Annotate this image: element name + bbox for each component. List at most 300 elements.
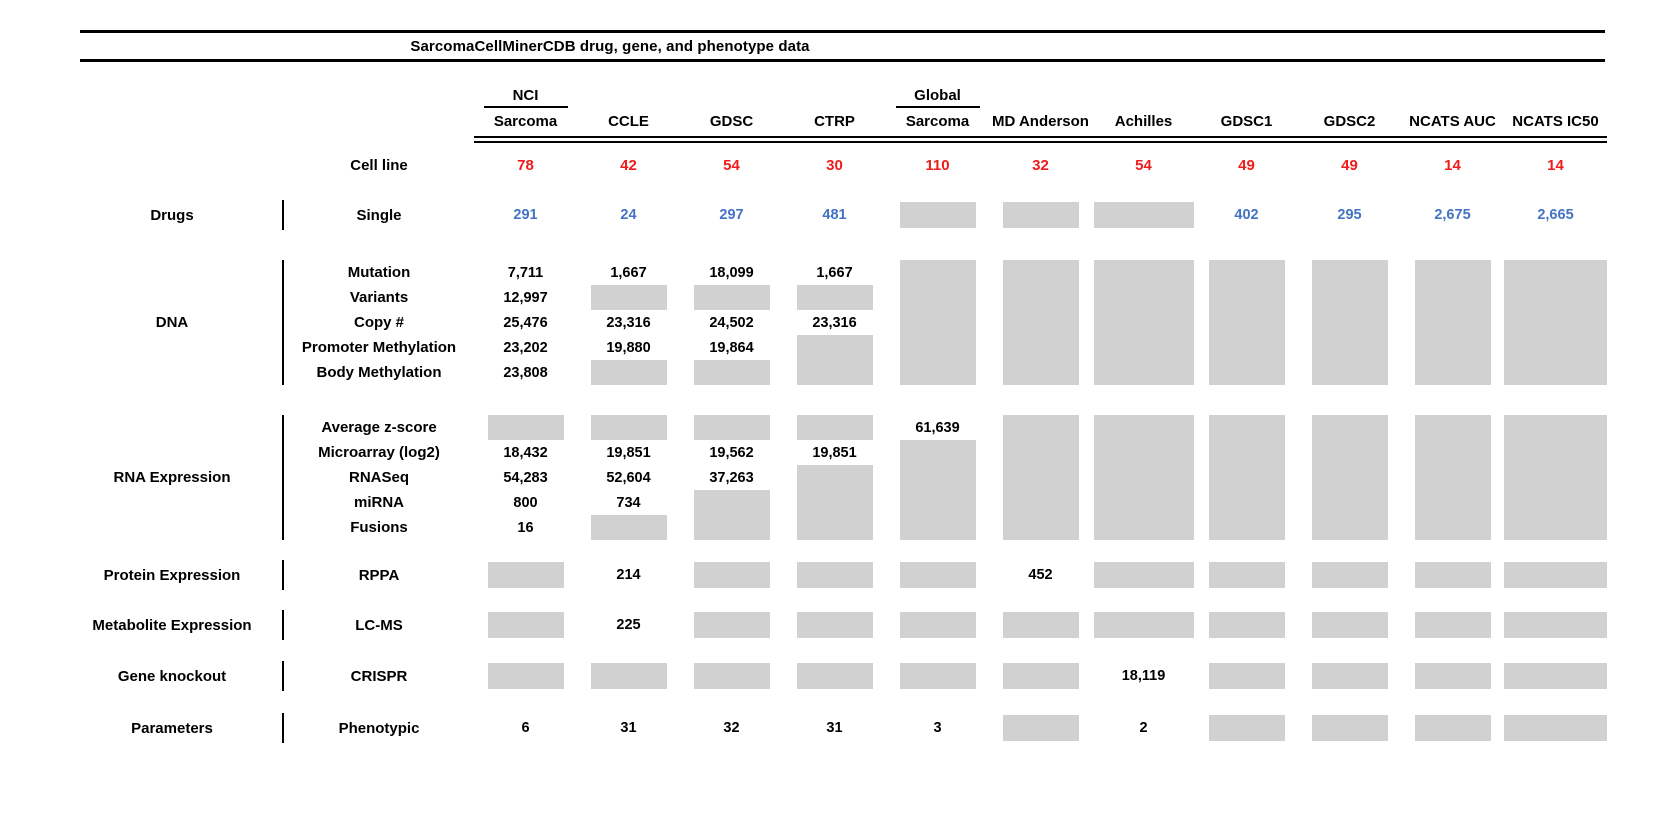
data-cell xyxy=(1195,200,1298,230)
data-cell xyxy=(989,360,1092,385)
no-data-box xyxy=(1209,490,1285,515)
no-data-box xyxy=(1415,663,1491,689)
no-data-box xyxy=(694,612,770,638)
data-cell xyxy=(1092,713,1195,743)
no-data-box xyxy=(1209,515,1285,540)
no-data-box xyxy=(1415,562,1491,588)
no-data-box xyxy=(1504,515,1607,540)
no-data-box xyxy=(900,360,976,385)
data-value: 19,880 xyxy=(606,339,651,356)
no-data-box xyxy=(797,285,873,310)
data-cell xyxy=(1195,310,1298,335)
data-value: 452 xyxy=(1028,567,1053,583)
row-label: miRNA xyxy=(353,494,404,511)
data-cell xyxy=(1195,515,1298,540)
data-cell xyxy=(886,713,989,743)
no-data-box xyxy=(694,562,770,588)
row-label: Fusions xyxy=(350,519,408,536)
figure-root xyxy=(0,30,1669,830)
no-data-box xyxy=(488,415,564,440)
data-cell xyxy=(989,285,1092,310)
data-cell xyxy=(1401,490,1504,515)
data-cell xyxy=(1504,515,1607,540)
data-value: 23,316 xyxy=(812,314,857,331)
data-cell xyxy=(474,310,577,335)
data-cell xyxy=(474,490,577,515)
no-data-box xyxy=(1504,285,1607,310)
no-data-box xyxy=(1312,360,1388,385)
table-row xyxy=(284,610,1607,640)
no-data-box xyxy=(1094,440,1194,465)
row-label: Promoter Methylation xyxy=(301,339,457,356)
data-cell xyxy=(474,610,577,640)
data-cell xyxy=(783,465,886,490)
data-cell xyxy=(1401,440,1504,465)
no-data-box xyxy=(488,612,564,638)
no-data-box xyxy=(1003,310,1079,335)
no-data-box xyxy=(1003,260,1079,285)
data-value: 2,665 xyxy=(1537,207,1574,223)
no-data-box xyxy=(694,515,770,540)
no-data-box xyxy=(1209,440,1285,465)
data-value: 1,667 xyxy=(816,264,853,281)
data-cell xyxy=(1504,360,1607,385)
data-cell xyxy=(1298,310,1401,335)
data-cell xyxy=(577,360,680,385)
data-value: 3 xyxy=(933,720,942,736)
no-data-box xyxy=(1312,335,1388,360)
data-cell xyxy=(1092,360,1195,385)
section-rows xyxy=(284,200,1607,230)
data-value: 24,502 xyxy=(709,314,754,331)
column-group-cell xyxy=(886,87,989,108)
data-value: 19,851 xyxy=(606,444,651,461)
cell-line-count: 30 xyxy=(826,156,843,174)
data-cell xyxy=(1298,610,1401,640)
no-data-box xyxy=(797,415,873,440)
data-cell xyxy=(1504,285,1607,310)
no-data-box xyxy=(900,490,976,515)
section-rows xyxy=(284,560,1607,590)
data-cell xyxy=(1401,661,1504,691)
row-label: Mutation xyxy=(347,264,411,281)
no-data-box xyxy=(1504,310,1607,335)
no-data-box xyxy=(1003,612,1079,638)
no-data-box xyxy=(1209,260,1285,285)
data-cell xyxy=(989,560,1092,590)
data-cell xyxy=(474,515,577,540)
data-cell xyxy=(1092,465,1195,490)
section-category-label: RNA Expression xyxy=(62,415,284,540)
data-cell xyxy=(886,661,989,691)
no-data-box xyxy=(1415,335,1491,360)
data-cell xyxy=(474,335,577,360)
table-row xyxy=(284,335,1607,360)
data-cell xyxy=(474,360,577,385)
column-header: Sarcoma xyxy=(905,112,970,130)
data-cell xyxy=(577,661,680,691)
data-cell xyxy=(886,610,989,640)
data-cell xyxy=(680,440,783,465)
data-cell xyxy=(1092,415,1195,440)
data-cell xyxy=(680,560,783,590)
data-cell xyxy=(886,260,989,285)
data-value: 52,604 xyxy=(606,469,651,486)
no-data-box xyxy=(1312,515,1388,540)
table-row xyxy=(284,285,1607,310)
data-sections xyxy=(0,200,1669,743)
section-category-label: Metabolite Expression xyxy=(62,610,284,640)
data-cell xyxy=(680,490,783,515)
no-data-box xyxy=(694,415,770,440)
table-row xyxy=(284,713,1607,743)
data-cell xyxy=(989,465,1092,490)
data-cell xyxy=(1195,285,1298,310)
data-cell xyxy=(577,440,680,465)
row-label: LC-MS xyxy=(355,616,403,634)
data-value: 7,711 xyxy=(507,264,544,281)
data-cell xyxy=(1298,440,1401,465)
no-data-box xyxy=(591,515,667,540)
data-cell xyxy=(1504,465,1607,490)
cell-line-count: 110 xyxy=(925,156,950,174)
data-cell xyxy=(1504,310,1607,335)
data-cell xyxy=(1504,260,1607,285)
no-data-box xyxy=(1415,715,1491,741)
row-label: Body Methylation xyxy=(316,364,442,381)
data-cell xyxy=(680,335,783,360)
data-value: 800 xyxy=(513,494,538,511)
data-cell xyxy=(989,200,1092,230)
data-cell xyxy=(1504,335,1607,360)
data-value: 19,864 xyxy=(709,339,754,356)
no-data-box xyxy=(1003,715,1079,741)
no-data-box xyxy=(1209,415,1285,440)
cell-line-count: 54 xyxy=(1135,156,1152,174)
data-cell xyxy=(474,285,577,310)
data-cell xyxy=(1504,440,1607,465)
data-cell xyxy=(577,285,680,310)
data-cell xyxy=(783,661,886,691)
no-data-box xyxy=(1094,562,1194,588)
no-data-box xyxy=(1094,490,1194,515)
data-cell xyxy=(1401,200,1504,230)
cell-line-count: 14 xyxy=(1547,156,1564,174)
data-cell xyxy=(1092,200,1195,230)
data-cell xyxy=(886,335,989,360)
column-group-label: Global xyxy=(896,87,980,108)
no-data-box xyxy=(1209,335,1285,360)
no-data-box xyxy=(797,360,873,385)
data-cell xyxy=(1092,335,1195,360)
no-data-box xyxy=(1504,415,1607,440)
section xyxy=(62,200,1669,230)
no-data-box xyxy=(694,490,770,515)
data-cell xyxy=(1401,260,1504,285)
data-cell xyxy=(989,260,1092,285)
table-row xyxy=(284,560,1607,590)
data-cell xyxy=(783,560,886,590)
data-cell xyxy=(1298,465,1401,490)
no-data-box xyxy=(797,335,873,360)
section-category-label: Gene knockout xyxy=(62,661,284,691)
data-cell xyxy=(783,260,886,285)
data-cell xyxy=(989,335,1092,360)
no-data-box xyxy=(1094,202,1194,228)
no-data-box xyxy=(1312,663,1388,689)
section-rows xyxy=(284,260,1607,385)
no-data-box xyxy=(1312,612,1388,638)
data-value: 481 xyxy=(822,207,847,223)
data-cell xyxy=(1401,610,1504,640)
data-value: 291 xyxy=(513,207,538,223)
no-data-box xyxy=(694,663,770,689)
no-data-box xyxy=(1504,335,1607,360)
data-cell xyxy=(1298,200,1401,230)
data-cell xyxy=(1298,490,1401,515)
data-value: 297 xyxy=(719,207,744,223)
no-data-box xyxy=(1312,310,1388,335)
data-cell xyxy=(989,415,1092,440)
data-cell xyxy=(886,285,989,310)
no-data-box xyxy=(797,465,873,490)
no-data-box xyxy=(1312,490,1388,515)
data-cell xyxy=(1401,713,1504,743)
no-data-box xyxy=(1504,612,1607,638)
no-data-box xyxy=(591,663,667,689)
data-cell xyxy=(1092,661,1195,691)
no-data-box xyxy=(1415,465,1491,490)
no-data-box xyxy=(1094,310,1194,335)
data-cell xyxy=(886,200,989,230)
section xyxy=(62,713,1669,743)
data-value: 16 xyxy=(517,519,534,536)
column-header: GDSC xyxy=(709,112,754,130)
data-cell xyxy=(474,661,577,691)
row-label: RNASeq xyxy=(348,469,409,486)
no-data-box xyxy=(1415,310,1491,335)
data-value: 18,099 xyxy=(709,264,754,281)
data-cell xyxy=(1298,661,1401,691)
data-cell xyxy=(1504,200,1607,230)
column-header: NCATS IC50 xyxy=(1512,112,1599,130)
section xyxy=(62,560,1669,590)
data-cell xyxy=(989,661,1092,691)
data-cell xyxy=(680,360,783,385)
cell-line-count: 78 xyxy=(517,156,534,174)
data-cell xyxy=(577,713,680,743)
data-value: 734 xyxy=(616,494,641,511)
data-cell xyxy=(577,515,680,540)
data-cell xyxy=(680,515,783,540)
column-header: GDSC1 xyxy=(1220,112,1273,130)
no-data-box xyxy=(694,360,770,385)
data-cell xyxy=(1298,335,1401,360)
data-cell xyxy=(1401,515,1504,540)
no-data-box xyxy=(1003,440,1079,465)
data-cell xyxy=(1401,310,1504,335)
table-row xyxy=(284,465,1607,490)
data-cell xyxy=(1401,335,1504,360)
cell-line-count: 54 xyxy=(723,156,740,174)
no-data-box xyxy=(797,490,873,515)
data-cell xyxy=(1195,415,1298,440)
no-data-box xyxy=(797,612,873,638)
section-rows xyxy=(284,661,1607,691)
data-cell xyxy=(1401,415,1504,440)
no-data-box xyxy=(1312,260,1388,285)
column-header: GDSC2 xyxy=(1323,112,1376,130)
data-cell xyxy=(886,490,989,515)
data-cell xyxy=(1504,610,1607,640)
no-data-box xyxy=(1003,202,1079,228)
no-data-box xyxy=(1312,440,1388,465)
data-cell xyxy=(474,260,577,285)
data-cell xyxy=(886,415,989,440)
data-cell xyxy=(1195,335,1298,360)
data-value: 295 xyxy=(1337,207,1362,223)
data-cell xyxy=(1401,465,1504,490)
row-label: Single xyxy=(356,206,402,224)
no-data-box xyxy=(488,663,564,689)
section-rows xyxy=(284,415,1607,540)
data-cell xyxy=(680,260,783,285)
column-header: CCLE xyxy=(608,112,649,130)
data-cell xyxy=(680,610,783,640)
no-data-box xyxy=(1094,612,1194,638)
data-cell xyxy=(577,415,680,440)
data-cell xyxy=(1504,560,1607,590)
table-row xyxy=(284,260,1607,285)
data-cell xyxy=(680,415,783,440)
data-value: 18,432 xyxy=(503,444,548,461)
no-data-box xyxy=(1094,465,1194,490)
data-cell xyxy=(1298,285,1401,310)
no-data-box xyxy=(1094,285,1194,310)
no-data-box xyxy=(1415,260,1491,285)
no-data-box xyxy=(1209,360,1285,385)
data-cell xyxy=(1092,440,1195,465)
section-category-label: Drugs xyxy=(62,200,284,230)
no-data-box xyxy=(900,335,976,360)
no-data-box xyxy=(900,440,976,465)
data-cell xyxy=(783,310,886,335)
data-cell xyxy=(783,285,886,310)
no-data-box xyxy=(1003,465,1079,490)
column-header: Achilles xyxy=(1114,112,1173,130)
no-data-box xyxy=(1209,612,1285,638)
row-label: Copy # xyxy=(353,314,404,331)
section-rows xyxy=(284,610,1607,640)
data-cell xyxy=(886,465,989,490)
data-cell xyxy=(1504,661,1607,691)
no-data-box xyxy=(900,515,976,540)
no-data-box xyxy=(900,310,976,335)
no-data-box xyxy=(1209,310,1285,335)
no-data-box xyxy=(1504,440,1607,465)
data-cell xyxy=(1504,415,1607,440)
data-cell xyxy=(783,713,886,743)
data-cell xyxy=(989,515,1092,540)
no-data-box xyxy=(1209,715,1285,741)
table-row xyxy=(284,415,1607,440)
no-data-box xyxy=(1415,440,1491,465)
table-row xyxy=(284,360,1607,385)
section-category-label: Parameters xyxy=(62,713,284,743)
data-cell xyxy=(783,490,886,515)
data-cell xyxy=(783,440,886,465)
data-value: 23,316 xyxy=(606,314,651,331)
no-data-box xyxy=(1003,285,1079,310)
table-title-band xyxy=(80,30,1605,62)
data-cell xyxy=(680,200,783,230)
data-value: 37,263 xyxy=(709,469,754,486)
data-value: 214 xyxy=(616,567,641,583)
data-value: 31 xyxy=(620,720,637,736)
data-cell xyxy=(1195,713,1298,743)
no-data-box xyxy=(1415,415,1491,440)
row-label: Microarray (log2) xyxy=(318,444,440,461)
data-value: 23,808 xyxy=(503,364,548,381)
data-value: 225 xyxy=(616,617,641,633)
data-cell xyxy=(1504,490,1607,515)
data-cell xyxy=(1092,515,1195,540)
no-data-box xyxy=(488,562,564,588)
data-cell xyxy=(989,310,1092,335)
data-cell xyxy=(1401,285,1504,310)
row-label: RPPA xyxy=(358,566,400,584)
data-cell xyxy=(783,610,886,640)
data-cell xyxy=(1401,560,1504,590)
no-data-box xyxy=(1415,285,1491,310)
no-data-box xyxy=(1003,415,1079,440)
no-data-box xyxy=(1094,260,1194,285)
section-category-label: Protein Expression xyxy=(62,560,284,590)
no-data-box xyxy=(1003,515,1079,540)
data-cell xyxy=(989,610,1092,640)
data-value: 6 xyxy=(521,720,530,736)
column-header: MD Anderson xyxy=(992,112,1089,130)
data-cell xyxy=(577,310,680,335)
data-cell xyxy=(1298,560,1401,590)
no-data-box xyxy=(900,260,976,285)
table-row xyxy=(284,661,1607,691)
data-cell xyxy=(474,560,577,590)
section xyxy=(62,661,1669,691)
cell-line-count: 32 xyxy=(1032,156,1049,174)
data-cell xyxy=(680,713,783,743)
no-data-box xyxy=(1504,562,1607,588)
data-cell xyxy=(1195,260,1298,285)
data-cell xyxy=(1195,490,1298,515)
section xyxy=(62,260,1669,385)
no-data-box xyxy=(1504,715,1607,741)
data-cell xyxy=(1298,260,1401,285)
column-group-cell xyxy=(474,87,577,108)
data-cell xyxy=(577,465,680,490)
no-data-box xyxy=(1003,663,1079,689)
table-row xyxy=(284,515,1607,540)
data-value: 2,675 xyxy=(1434,207,1471,223)
data-cell xyxy=(474,415,577,440)
data-value: 402 xyxy=(1234,207,1259,223)
data-cell xyxy=(1092,490,1195,515)
data-cell xyxy=(577,490,680,515)
data-cell xyxy=(783,415,886,440)
data-value: 19,851 xyxy=(812,444,857,461)
data-value: 12,997 xyxy=(503,289,548,306)
row-label: Average z-score xyxy=(321,419,437,436)
